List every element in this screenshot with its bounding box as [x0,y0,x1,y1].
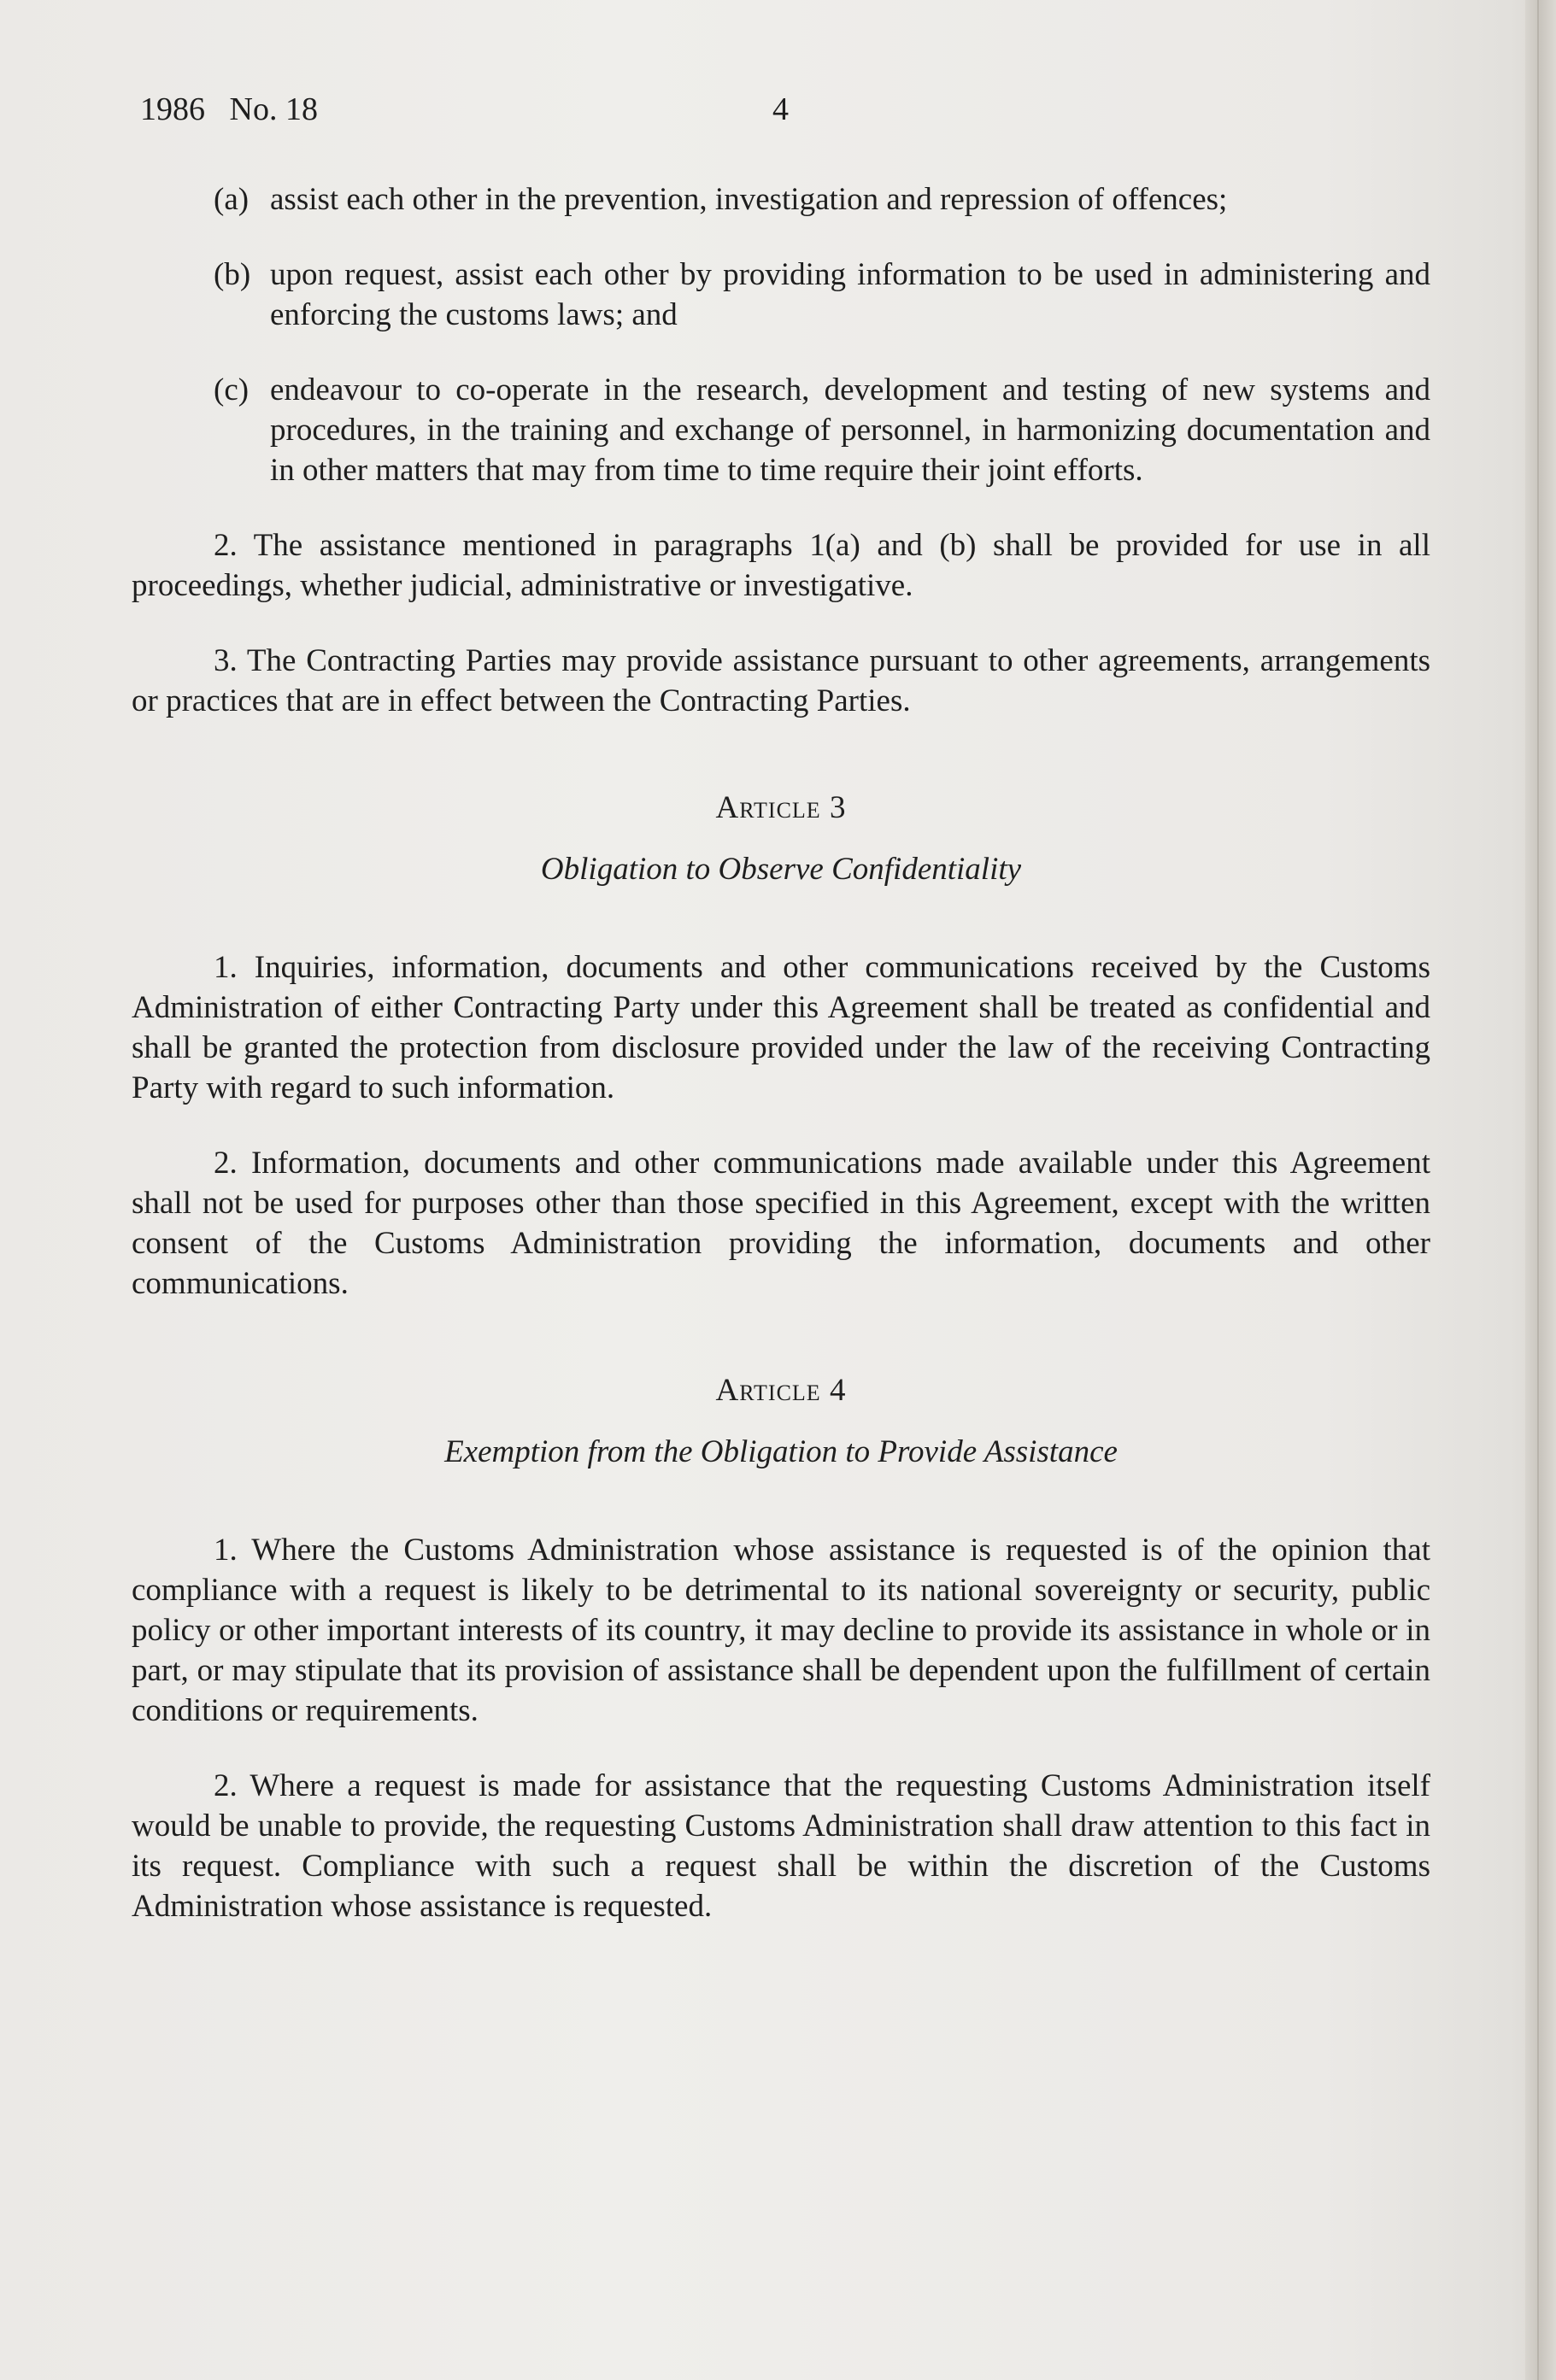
list-item-text: endeavour to co-operate in the research, development and testing of new systems and procedures, in the training and exchange of personnel, in harmonizing documentation and in other matters that may from time to time require their joint efforts. [270,372,1430,488]
article-4-header [132,1370,1430,1472]
article-3-header [132,788,1430,889]
article-title: Exemption from the Obligation to Provide Assistance [444,1434,1118,1469]
list-item-label: (c) [214,372,250,407]
list-item-text: assist each other in the prevention, investigation and repression of offences; [270,182,1228,217]
spine-edge [1537,0,1539,2380]
page-body [132,179,1430,1961]
paragraph: 2. The assistance mentioned in paragraphs 1(a) and (b) shall be provided for use in all proceedings, whether judicial, administrative or investigative. [132,528,1430,603]
paragraph: 1. Inquiries, information, documents and other communications received by the Customs Administration of either Contracting Party under this Agreement shall be treated as confidential and shall be granted the protection from disclosure provided under the law of the receiving Contracting Party with regard to such information. [132,950,1430,1105]
article-heading: Article 3 [715,790,847,825]
paragraph: 3. The Contracting Parties may provide assistance pursuant to other agreements, arrangements or practices that are in effect between the Contracting Parties. [132,643,1430,718]
page-header [140,84,1422,135]
list-item [132,179,1430,220]
paragraph: 2. Information, documents and other communications made available under this Agreement shall not be used for purposes other than those specified in this Agreement, except with the written consent of the Customs Administration providing the information, documents and other communications. [132,1146,1430,1301]
book-spine [1525,0,1556,2380]
article-3-body [132,947,1430,1304]
article-4-body [132,1530,1430,1926]
statute-reference: 1986 No. 18 [140,91,318,127]
paragraph: 1. Where the Customs Administration whose assistance is requested is of the opinion that compliance with a request is likely to be detrimental to its national sovereignty or security, public policy or other important interests of its country, it may decline to provide its assistance in whole or in part, or may stipulate that its provision of assistance shall be dependent upon the fulfillment of certain conditions or requirements. [132,1533,1430,1728]
list-item [132,370,1430,490]
list-item-label: (b) [214,257,251,292]
article-heading: Article 4 [715,1373,847,1408]
list-item [132,255,1430,335]
article-title: Obligation to Observe Confidentiality [540,852,1022,887]
list-item-text: upon request, assist each other by providing information to be used in administering and enforcing the customs laws; and [270,257,1430,332]
list-item-label: (a) [214,182,250,217]
paragraph: 2. Where a request is made for assistance that the requesting Customs Administration itself would be unable to provide, the requesting Customs Administration shall draw attention to this fact in its request. Compliance with such a request shall be within the discretion of the Customs Administration whose assistance is requested. [132,1768,1430,1924]
page-number: 4 [772,91,789,127]
